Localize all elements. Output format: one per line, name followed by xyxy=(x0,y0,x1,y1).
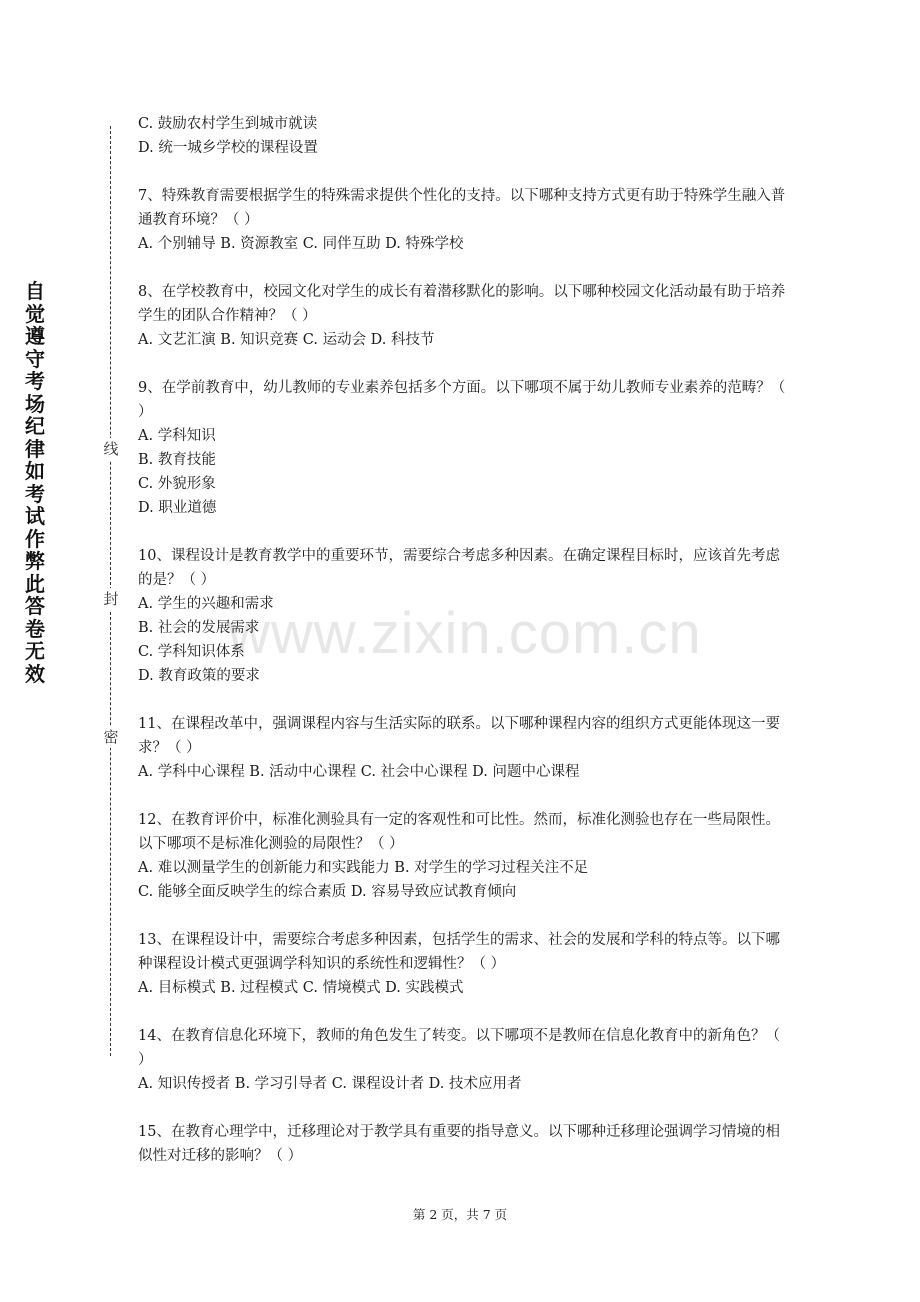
answer-options: B. 社会的发展需求 xyxy=(138,620,260,636)
seal-char-secret: 密 xyxy=(103,728,119,746)
question-block xyxy=(138,376,788,520)
question-stem: 15、在教育心理学中，迁移理论对于教学具有重要的指导意义。以下哪种迁移理论强调学习情境的相似性对迁移的影响？（ ） xyxy=(138,1124,780,1164)
answer-options: A. 个别辅导 B. 资源教室 C. 同伴互助 D. 特殊学校 xyxy=(138,236,464,252)
question-block xyxy=(138,112,788,160)
question-block xyxy=(138,1120,788,1168)
question-stem: 12、在教育评价中，标准化测验具有一定的客观性和可比性。然而，标准化测验也存在一些局限性。以下哪项不是标准化测验的局限性？（ ） xyxy=(138,812,780,852)
question-stem: 9、在学前教育中，幼儿教师的专业素养包括多个方面。以下哪项不属于幼儿教师专业素养的范畴？（ ） xyxy=(138,380,786,420)
answer-options: C. 学科知识体系 xyxy=(138,644,245,660)
answer-options: D. 职业道德 xyxy=(138,500,217,516)
answer-options: A. 学生的兴趣和需求 xyxy=(138,596,274,612)
question-block xyxy=(138,544,788,688)
question-stem: 13、在课程设计中，需要综合考虑多种因素，包括学生的需求、社会的发展和学科的特点等。以下哪种课程设计模式更强调学科知识的系统性和逻辑性？（ ） xyxy=(138,932,780,972)
answer-options: A. 知识传授者 B. 学习引导者 C. 课程设计者 D. 技术应用者 xyxy=(138,1076,522,1092)
watermark: www.zixin.com.cn xyxy=(228,601,702,666)
question-block xyxy=(138,712,788,784)
question-block xyxy=(138,280,788,352)
answer-options: A. 难以测量学生的创新能力和实践能力 B. 对学生的学习过程关注不足 xyxy=(138,860,589,876)
answer-options: A. 文艺汇演 B. 知识竞赛 C. 运动会 D. 科技节 xyxy=(138,332,435,348)
question-block xyxy=(138,808,788,904)
answer-options: D. 教育政策的要求 xyxy=(138,668,260,684)
answer-options: A. 目标模式 B. 过程模式 C. 情境模式 D. 实践模式 xyxy=(138,980,464,996)
question-stem: 7、特殊教育需要根据学生的特殊需求提供个性化的支持。以下哪种支持方式更有助于特殊学生融入普通教育环境？（ ） xyxy=(138,188,786,228)
answer-options: C. 外貌形象 xyxy=(138,476,216,492)
seal-char-line: 线 xyxy=(103,440,119,458)
question-block xyxy=(138,184,788,256)
answer-options: A. 学科知识 xyxy=(138,428,216,444)
answer-options: C. 鼓励农村学生到城市就读 xyxy=(138,116,318,132)
question-stem: 8、在学校教育中，校园文化对学生的成长有着潜移默化的影响。以下哪种校园文化活动最有助于培养学生的团队合作精神？（ ） xyxy=(138,284,786,324)
exam-rules-notice: 自觉遵守考场纪律如考试作弊此答卷无效 xyxy=(25,279,45,686)
answer-options: C. 能够全面反映学生的综合素质 D. 容易导致应试教育倾向 xyxy=(138,884,517,900)
answer-options: B. 教育技能 xyxy=(138,452,216,468)
question-stem: 14、在教育信息化环境下，教师的角色发生了转变。以下哪项不是教师在信息化教育中的新角色？（ ） xyxy=(138,1028,780,1068)
question-stem: 10、课程设计是教育教学中的重要环节，需要综合考虑多种因素。在确定课程目标时，应该首先考虑的是？（ ） xyxy=(138,548,780,588)
question-list xyxy=(138,112,788,1192)
seal-char-seal: 封 xyxy=(103,590,119,608)
answer-options: A. 学科中心课程 B. 活动中心课程 C. 社会中心课程 D. 问题中心课程 xyxy=(138,764,580,780)
answer-options: D. 统一城乡学校的课程设置 xyxy=(138,140,318,156)
question-stem: 11、在课程改革中，强调课程内容与生活实际的联系。以下哪种课程内容的组织方式更能体现这一要求？（ ） xyxy=(138,716,780,756)
page-footer: 第 2 页，共 7 页 xyxy=(412,1207,508,1222)
question-block xyxy=(138,1024,788,1096)
question-block xyxy=(138,928,788,1000)
